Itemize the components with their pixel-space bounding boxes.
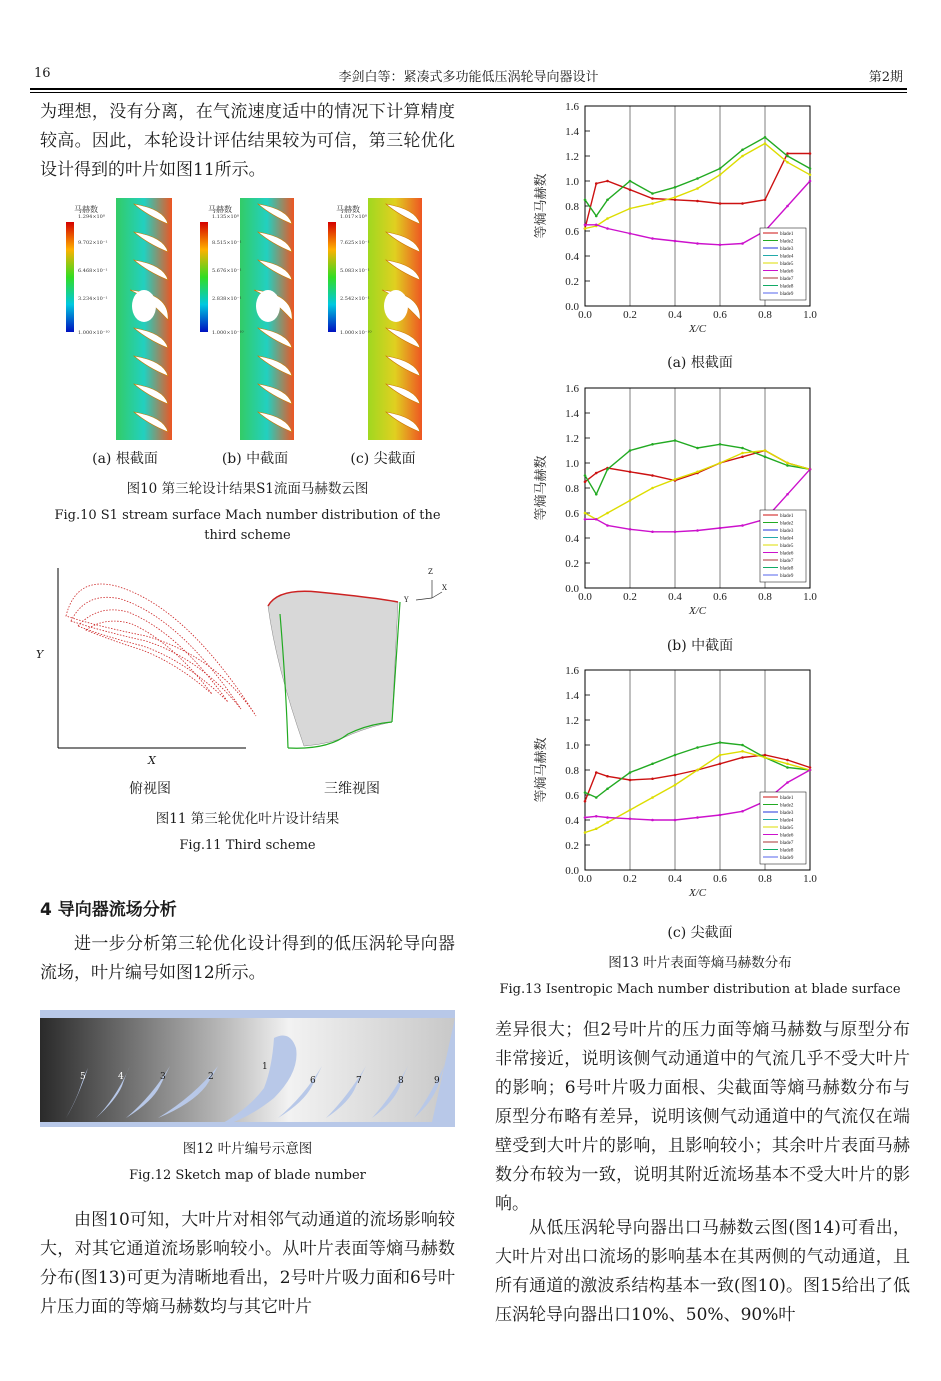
blade-number: 3 [160,1072,166,1082]
data-point [809,167,812,170]
legend-tick: 8.515×10⁻¹ [212,240,242,246]
x-tick-label: 0.0 [578,873,592,885]
data-point [674,784,677,787]
data-point [584,198,587,201]
legend-label: blade2 [780,239,794,245]
data-point [809,766,812,769]
data-point [719,173,722,176]
data-point [629,499,632,502]
data-point [629,180,632,183]
x-tick-label: 0.2 [623,309,637,321]
x-tick-label: 1.0 [803,309,817,321]
data-point [696,746,699,749]
contour-panel-b [200,198,294,440]
data-point [674,819,677,822]
y-tick-label: 1.6 [565,383,579,395]
legend-tick: 5.676×10⁻¹ [212,268,242,274]
data-point [674,774,677,777]
subfigure-label: 俯视图 [129,781,171,797]
data-point [651,762,654,765]
data-point [629,470,632,473]
data-point [606,217,609,220]
legend-tick: 5.083×10⁻¹ [340,268,370,274]
legend-label: blade7 [780,277,794,282]
data-point [584,816,587,819]
subfigure-label: (c) 尖截面 [350,451,416,467]
legend-tick: 1.000×10⁻¹⁰ [78,330,110,336]
data-point [786,766,789,769]
paragraph: 为理想，没有分离，在气流速度适中的情况下计算精度较高。因此，本轮设计评估结果较为可信，第三轮优化设计得到的叶片如图11所示。 [40,102,455,180]
legend-label: blade8 [780,848,794,854]
figure-caption-en: Fig.13 Isentropic Mach number distribution at blade surface [499,982,901,997]
legend-label: blade2 [780,803,794,809]
triad-z: Z [428,568,433,576]
data-point [741,155,744,158]
subfigure-label: (b) 中截面 [666,638,734,654]
data-point [741,524,744,527]
legend-label: blade6 [780,269,794,275]
data-point [719,202,722,205]
data-point [674,530,677,533]
y-tick-label: 0.2 [565,840,579,852]
legend-label: blade6 [780,833,794,839]
y-tick-label: 1.2 [565,715,579,727]
data-point [741,202,744,205]
data-point [584,831,587,834]
y-tick-label: 1.6 [565,665,579,677]
data-point [595,182,598,185]
data-point [595,215,598,218]
data-point [606,524,609,527]
x-tick-label: 0.4 [668,873,682,885]
y-axis-label: 等熵马赫数 [533,455,548,521]
legend-label: blade7 [780,841,794,846]
data-point [606,816,609,819]
y-tick-label: 1.0 [565,458,579,470]
figure-12 [40,1010,455,1127]
y-tick-label: 0.6 [565,508,579,520]
data-point [674,198,677,201]
data-point [741,744,744,747]
data-point [741,148,744,151]
data-point [786,493,789,496]
data-point [696,200,699,203]
data-point [696,470,699,473]
data-point [786,462,789,465]
data-point [651,530,654,533]
blade-number-sketch [40,1010,455,1127]
data-point [719,167,722,170]
y-tick-label: 1.2 [565,151,579,163]
data-point [651,202,654,205]
data-point [606,821,609,824]
legend-tick: 9.702×10⁻¹ [78,240,108,246]
legend-label: blade5 [780,544,794,549]
legend-tick: 1.000×10⁻¹⁰ [212,330,244,336]
data-point [584,223,587,226]
data-point [674,439,677,442]
data-point [786,205,789,208]
x-tick-label: 0.6 [713,873,727,885]
legend-tick: 1.135×10⁰ [212,214,239,220]
legend-label: blade9 [780,856,794,861]
running-title: 李剑白等：紧凑式多功能低压涡轮导向器设计 [338,70,599,85]
data-point [741,447,744,450]
data-point [651,237,654,240]
data-point [741,455,744,458]
subfigure-label: (b) 中截面 [221,451,289,467]
legend-tick: 6.468×10⁻¹ [78,268,108,274]
data-point [629,188,632,191]
x-tick-label: 0.4 [668,309,682,321]
data-point [584,791,587,794]
figure-caption: 图12 叶片编号示意图 [182,1141,313,1157]
x-axis-label: X/C [688,605,707,617]
triad-y: Y [404,596,409,604]
axis-label-y: Y [36,648,44,661]
data-point [719,741,722,744]
data-point [651,487,654,490]
x-tick-label: 0.6 [713,309,727,321]
blade-design-views [36,566,456,766]
data-point [584,800,587,803]
data-point [696,769,699,772]
data-point [606,787,609,790]
x-tick-label: 1.0 [803,873,817,885]
y-axis-label: 等熵马赫数 [533,173,548,239]
legend-label: blade5 [780,262,794,267]
blade-number: 6 [310,1076,316,1086]
data-point [696,529,699,532]
data-point [606,198,609,201]
data-point [651,474,654,477]
legend-label: blade6 [780,551,794,557]
data-point [595,472,598,475]
paragraph: 进一步分析第三轮优化设计得到的低压涡轮导向器流场，叶片编号如图12所示。 [40,934,455,983]
figure-caption-en: Fig.11 Third scheme [179,838,316,853]
legend-label: blade1 [780,232,794,237]
running-header [30,64,907,86]
legend-label: blade3 [780,247,794,252]
page-number: 16 [34,66,51,81]
section-heading: 4 导向器流场分析 [40,900,177,920]
blade-number: 1 [262,1062,268,1072]
y-tick-label: 1.2 [565,433,579,445]
x-tick-label: 0.8 [758,591,772,603]
data-point [764,455,767,458]
figure-11 [36,566,456,766]
subfigure-label: 三维视图 [324,781,380,797]
data-point [719,754,722,757]
x-axis-label: X/C [688,887,707,899]
data-point [674,240,677,243]
data-point [741,242,744,245]
legend-tick: 2.838×10⁻¹ [212,296,242,302]
data-point [651,819,654,822]
data-point [786,155,789,158]
axis-label-x: X [148,754,156,767]
legend-tick: 1.017×10⁰ [340,214,367,220]
paragraph: 由图10可知，大叶片对相邻气动通道的流场影响较大，对其它通道流场影响较小。从叶片表面等熵马赫数分布(图13)可更为清晰地看出，2号叶片吸力面和6号叶片压力面的等熵马赫数均与其它叶片 [40,1210,455,1317]
contour-panel-c [328,198,422,440]
y-axis-label: 等熵马赫数 [533,737,548,803]
data-point [629,771,632,774]
data-point [741,750,744,753]
x-tick-label: 0.2 [623,591,637,603]
data-point [584,518,587,521]
data-point [606,512,609,515]
y-tick-label: 1.4 [565,126,579,138]
x-tick-label: 0.4 [668,591,682,603]
y-tick-label: 0.0 [565,865,579,877]
y-tick-label: 0.6 [565,226,579,238]
data-point [764,142,767,145]
x-axis-label: X/C [688,323,707,335]
data-point [696,447,699,450]
legend-title-a: 马赫数 [74,205,98,214]
legend-label: blade9 [780,574,794,579]
data-point [809,173,812,176]
y-tick-label: 0.4 [565,533,579,545]
y-tick-label: 0.2 [565,558,579,570]
data-point [786,464,789,467]
triad-x: X [442,584,447,592]
legend-tick: 1.294×10⁰ [78,214,105,220]
data-point [674,478,677,481]
figure-caption-en: Fig.10 S1 stream surface Mach number distribution of the third scheme [54,508,441,543]
data-point [809,152,812,155]
blade-number: 8 [398,1076,404,1086]
data-point [786,781,789,784]
x-tick-label: 0.6 [713,591,727,603]
subfigure-label: (c) 尖截面 [667,925,733,941]
data-point [764,756,767,759]
data-point [651,192,654,195]
data-point [764,754,767,757]
x-tick-label: 1.0 [803,591,817,603]
legend-label: blade7 [780,559,794,564]
data-point [629,207,632,210]
figure-caption: 图13 叶片表面等熵马赫数分布 [608,955,792,971]
contour-panel-a [66,198,172,440]
paragraph: 差异很大；但2号叶片的压力面等熵马赫数与原型分布非常接近，说明该侧气动通道中的气流几乎不受大叶片的影响；6号叶片吸力面根、尖截面等熵马赫数分布与原型分布略有差异，说明该侧气动通道中的气流仅在端壁受到大叶片的影响，且影响较小；其余叶片表面马赫数分布较为一致，说明其附近流场基本不受大叶片的影响。 [495,1020,910,1214]
data-point [595,771,598,774]
legend-label: blade9 [780,292,794,297]
data-point [696,242,699,245]
data-point [741,810,744,813]
blade-number: 2 [208,1072,214,1082]
y-tick-label: 1.6 [565,101,579,113]
data-point [651,197,654,200]
y-tick-label: 1.4 [565,408,579,420]
data-point [674,196,677,199]
legend-tick: 2.542×10⁻¹ [340,296,370,302]
data-point [651,443,654,446]
data-point [786,762,789,765]
data-point [595,493,598,496]
data-point [584,474,587,477]
y-tick-label: 0.4 [565,815,579,827]
figure-caption: 图10 第三轮设计结果S1流面马赫数云图 [126,481,369,497]
legend-label: blade3 [780,529,794,534]
y-tick-label: 1.4 [565,690,579,702]
figure-caption: 图11 第三轮优化叶片设计结果 [155,811,340,827]
data-point [764,198,767,201]
paragraph: 从低压涡轮导向器出口马赫数云图(图14)可看出，大叶片对出口流场的影响基本在其两侧的气动通道，且所有通道的激波系结构基本一致(图10)。图15给出了低压涡轮导向器出口10%、50%、90%叶 [495,1218,910,1325]
legend-label: blade4 [780,818,794,824]
data-point [606,775,609,778]
y-tick-label: 0.2 [565,276,579,288]
subfigure-label: (a) 根截面 [92,451,158,467]
data-point [651,796,654,799]
y-tick-label: 0.4 [565,251,579,263]
data-point [595,815,598,818]
blade-number: 4 [118,1072,124,1082]
data-point [595,827,598,830]
legend-title-c: 马赫数 [336,205,360,214]
y-tick-label: 1.0 [565,176,579,188]
legend-label: blade8 [780,284,794,290]
x-tick-label: 0.8 [758,873,772,885]
data-point [764,449,767,452]
data-point [764,136,767,139]
blade-number: 9 [434,1076,440,1086]
data-point [719,762,722,765]
header-rule-thin [30,92,907,93]
legend-label: blade4 [780,254,794,260]
data-point [719,527,722,530]
legend-label: blade1 [780,796,794,801]
legend-label: blade5 [780,826,794,831]
data-point [809,468,812,471]
legend-label: blade2 [780,521,794,527]
data-point [719,243,722,246]
legend-tick: 3.234×10⁻¹ [78,296,108,302]
blade-number: 5 [80,1072,86,1082]
data-point [719,814,722,817]
y-tick-label: 0.6 [565,790,579,802]
legend-label: blade8 [780,566,794,572]
data-point [741,452,744,455]
data-point [606,180,609,183]
data-point [696,816,699,819]
data-point [674,754,677,757]
x-tick-label: 0.8 [758,309,772,321]
legend-tick: 7.625×10⁻¹ [340,240,370,246]
y-tick-label: 0.0 [565,583,579,595]
legend-label: blade4 [780,536,794,542]
legend-label: blade1 [780,514,794,519]
y-tick-label: 1.0 [565,740,579,752]
figure-caption-en: Fig.12 Sketch map of blade number [129,1168,366,1183]
data-point [786,759,789,762]
figure-13-charts [525,96,825,956]
data-point [595,223,598,226]
data-point [696,187,699,190]
data-point [629,528,632,531]
legend-title-b: 马赫数 [208,205,232,214]
figure-10 [60,194,440,444]
data-point [809,180,812,183]
subfigure-label: (a) 根截面 [667,355,733,371]
y-tick-label: 0.8 [565,483,579,495]
data-point [629,232,632,235]
y-tick-label: 0.8 [565,765,579,777]
x-tick-label: 0.0 [578,591,592,603]
data-point [629,817,632,820]
data-point [809,769,812,772]
data-point [741,756,744,759]
data-point [595,518,598,521]
data-point [584,480,587,483]
issue-number: 第2期 [868,70,903,85]
data-point [584,512,587,515]
legend-label: blade3 [780,811,794,816]
y-tick-label: 0.8 [565,201,579,213]
data-point [629,449,632,452]
data-point [674,186,677,189]
data-point [786,161,789,164]
data-point [629,779,632,782]
blade-number: 7 [356,1076,362,1086]
x-tick-label: 0.0 [578,309,592,321]
legend-tick: 1.000×10⁻¹⁰ [340,330,372,336]
data-point [696,177,699,180]
data-point [595,796,598,799]
data-point [651,777,654,780]
data-point [584,227,587,230]
data-point [629,809,632,812]
x-tick-label: 0.2 [623,873,637,885]
header-rule [30,88,907,90]
mach-contour-panels [60,194,440,444]
y-tick-label: 0.0 [565,301,579,313]
data-point [719,462,722,465]
data-point [606,468,609,471]
data-point [719,443,722,446]
data-point [606,227,609,230]
